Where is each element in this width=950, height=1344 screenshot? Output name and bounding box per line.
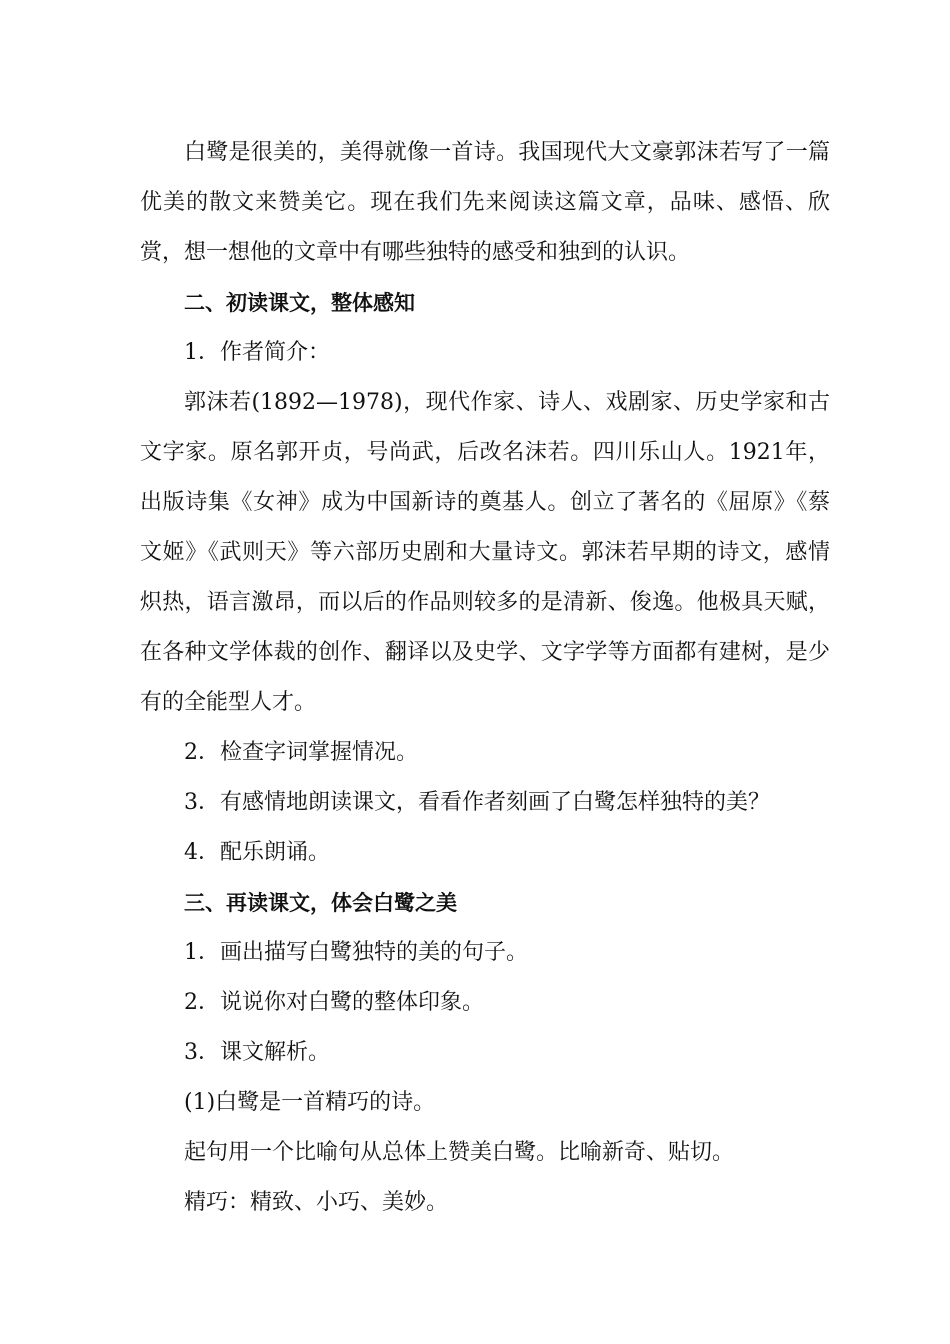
intro-paragraph: 白鹭是很美的，美得就像一首诗。我国现代大文豪郭沫若写了一篇优美的散文来赞美它。现在我们先来阅读这篇文章，品味、感悟、欣赏，想一想他的文章中有哪些独特的感受和独到的认识。 (140, 140, 830, 265)
list-item-vocabulary-check: 2．检查字词掌握情况。 (184, 740, 418, 765)
sub-item-definition: 精巧：精致、小巧、美妙。 (184, 1190, 449, 1215)
sub-item-poem: (1)白鹭是一首精巧的诗。 (184, 1090, 436, 1115)
author-bio-paragraph: 郭沫若(1892—1978)，现代作家、诗人、戏剧家、历史学家和古文字家。原名郭开贞，号尚武，后改名沫若。四川乐山人。1921年，出版诗集《女神》成为中国新诗的奠基人。创立了著名的《屈原》《蔡文姬》《武则天》等六部历史剧和大量诗文。郭沫若早期的诗文，感情炽热，语言激昂，而以后的作品则较多的是清新、俊逸。他极具天赋，在各种文学体裁的创作、翻译以及史学、文字学等方面都有建树，是少有的全能型人才。 (140, 390, 830, 715)
list-item-mark-sentences: 1．画出描写白鹭独特的美的句子。 (184, 940, 528, 965)
list-item-music-recital: 4．配乐朗诵。 (184, 840, 330, 865)
list-item-author-intro: 1．作者简介： (184, 340, 330, 365)
sub-item-note: 起句用一个比喻句从总体上赞美白鹭。比喻新奇、贴切。 (184, 1140, 735, 1165)
section-heading-second-reading: 三、再读课文，体会白鹭之美 (184, 891, 457, 915)
list-item-text-analysis: 3．课文解析。 (184, 1040, 330, 1065)
list-item-overall-impression: 2．说说你对白鹭的整体印象。 (184, 990, 484, 1015)
document-body (140, 128, 830, 1228)
section-heading-first-reading: 二、初读课文，整体感知 (184, 291, 415, 315)
list-item-read-aloud: 3．有感情地朗读课文，看看作者刻画了白鹭怎样独特的美？ (184, 790, 770, 815)
